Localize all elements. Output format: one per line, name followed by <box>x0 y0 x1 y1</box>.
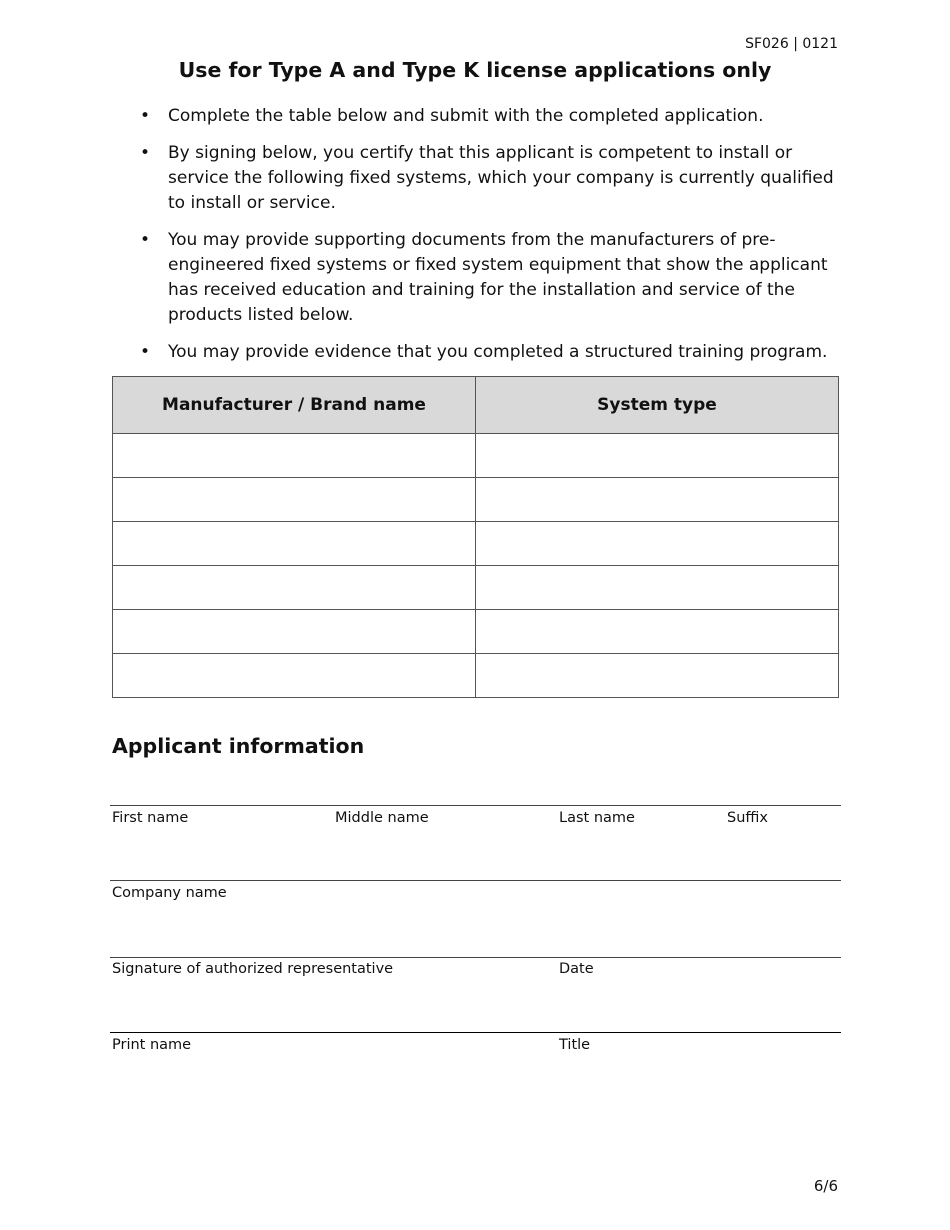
manufacturer-cell[interactable] <box>113 610 476 654</box>
middle-name-label: Middle name <box>335 810 429 826</box>
system-type-cell[interactable] <box>476 610 839 654</box>
column-header-system-type: System type <box>476 377 839 434</box>
applicant-section-heading: Applicant information <box>112 734 365 758</box>
manufacturer-cell[interactable] <box>113 478 476 522</box>
form-id: SF026 | 0121 <box>745 36 838 52</box>
first-name-label: First name <box>112 810 189 826</box>
instruction-item: • You may provide supporting documents from the manufacturers of pre-engineered fixed systems or fixed system equipment that show the applicant has received education and training for the installation and service of the products listed below. <box>112 228 837 328</box>
system-type-cell[interactable] <box>476 478 839 522</box>
manufacturer-cell[interactable] <box>113 654 476 698</box>
table-row <box>113 566 839 610</box>
manufacturer-cell[interactable] <box>113 522 476 566</box>
title-label: Title <box>559 1037 591 1053</box>
suffix-label: Suffix <box>727 810 768 826</box>
page-number: 6/6 <box>813 1177 838 1195</box>
print-name-label: Print name <box>112 1037 192 1053</box>
signature-label: Signature of authorized representative <box>112 961 394 977</box>
table-row <box>113 654 839 698</box>
column-header-manufacturer: Manufacturer / Brand name <box>113 377 476 434</box>
table-row <box>113 434 839 478</box>
instruction-item: • Complete the table below and submit with the completed application. <box>112 104 837 129</box>
manufacturer-cell[interactable] <box>113 566 476 610</box>
manufacturer-cell[interactable] <box>113 434 476 478</box>
table-row <box>113 478 839 522</box>
system-type-cell[interactable] <box>476 566 839 610</box>
signature-line[interactable] <box>110 957 841 958</box>
system-type-cell[interactable] <box>476 522 839 566</box>
name-signature-line[interactable] <box>110 805 841 806</box>
table-row <box>113 522 839 566</box>
company-name-label: Company name <box>112 885 227 901</box>
table-row <box>113 610 839 654</box>
page-title: Use for Type A and Type K license applications only <box>178 58 772 82</box>
instruction-list <box>112 104 837 377</box>
date-label: Date <box>559 961 594 977</box>
system-type-cell[interactable] <box>476 654 839 698</box>
systems-table <box>112 376 839 698</box>
instruction-item: • By signing below, you certify that this applicant is competent to install or service the following fixed systems, which your company is currently qualified to install or service. <box>112 141 837 216</box>
instruction-item: • You may provide evidence that you completed a structured training program. <box>112 340 837 365</box>
last-name-label: Last name <box>559 810 635 826</box>
system-type-cell[interactable] <box>476 434 839 478</box>
table-header-row <box>113 377 839 434</box>
company-name-line[interactable] <box>110 880 841 881</box>
print-name-line[interactable] <box>110 1032 841 1033</box>
